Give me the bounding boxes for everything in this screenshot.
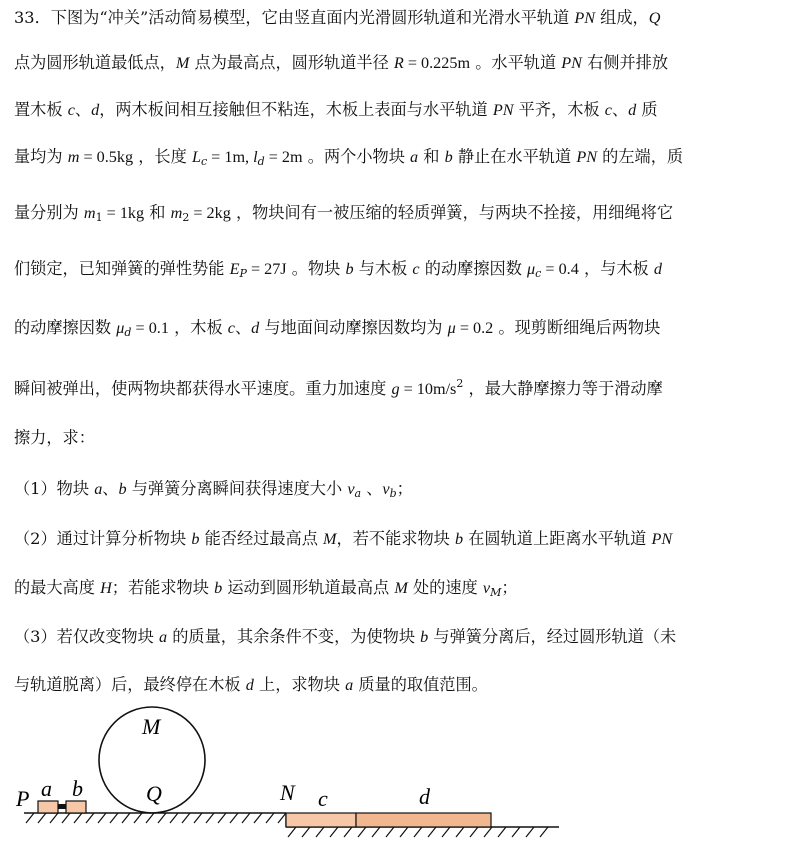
- label-d: d: [419, 784, 430, 809]
- board-d: [356, 813, 491, 827]
- ground-hatch-left: [26, 813, 286, 823]
- label-b: b: [72, 776, 83, 801]
- question-2-line-2: 的最大高度 H；若能求物块 b 运动到圆形轨道最高点 M 处的速度 $v_M$；: [14, 578, 518, 599]
- intro-line-6: 们锁定，已知弹簧的弹性势能 $E_P = 27J$ 。物块 b 与木板 c 的动摩擦因数 $\mu_c = 0.4$ ，与木板 d: [14, 259, 662, 280]
- intro-line-9: 擦力，求：: [14, 428, 95, 447]
- ground-hatch-right: [288, 827, 548, 837]
- block-a: [38, 801, 58, 813]
- intro-line-4: 量均为 m = 0.5kg ，长度 $L_c = 1m$, $l_d = 2m$ 。两个小物块 a 和 b 静止在水平轨道 PN 的左端，质: [14, 147, 684, 168]
- question-2-line-1: （2）通过计算分析物块 b 能否经过最高点 M，若不能求物块 b 在圆轨道上距离水平轨道 PN: [14, 529, 673, 548]
- question-3-line-1: （3）若仅改变物块 a 的质量，其余条件不变，为使物块 b 与弹簧分离后，经过圆形轨道（未: [14, 627, 677, 646]
- intro-line-7: 的动摩擦因数 $\mu_d = 0.1$ ，木板 c、d 与地面间动摩擦因数均为 μ = 0.2 。现剪断细绳后两物块: [14, 318, 661, 339]
- label-c: c: [318, 786, 328, 811]
- problem-number: 33．: [14, 8, 51, 27]
- block-b: [66, 801, 86, 813]
- intro-line-8: 瞬间被弹出，使两物块都获得水平速度。重力加速度 $g = 10m/s^2$ ，最大静摩擦力等于滑动摩: [14, 377, 663, 398]
- label-q: Q: [146, 781, 162, 806]
- label-n: N: [280, 780, 295, 805]
- question-1: （1）物块 a、b 与弹簧分离瞬间获得速度大小 $v_a$ 、$v_b$；: [14, 479, 413, 500]
- label-p: P: [16, 786, 30, 811]
- label-m: M: [142, 714, 161, 739]
- track-diagram: [14, 705, 574, 845]
- spring: [58, 804, 66, 809]
- intro-line-1: 33．下图为“冲关”活动简易模型，它由竖直面内光滑圆形轨道和光滑水平轨道 PN 组成，Q: [14, 8, 661, 27]
- intro-line-3: 置木板 c、d，两木板间相互接触但不粘连，木板上表面与水平轨道 PN 平齐，木板 c、d 质: [14, 100, 658, 119]
- board-c: [286, 813, 356, 827]
- intro-line-5: 量分别为 $m_1 = 1kg$ 和 $m_2 = 2kg$ ，物块间有一被压缩的轻质弹簧，与两块不拴接，用细绳将它: [14, 203, 674, 224]
- question-3-line-2: 与轨道脱离）后，最终停在木板 d 上，求物块 a 质量的取值范围。: [14, 675, 488, 694]
- intro-line-2: 点为圆形轨道最低点，M 点为最高点，圆形轨道半径 R = 0.225m 。水平轨道 PN 右侧并排放: [14, 53, 669, 72]
- label-a: a: [41, 776, 52, 801]
